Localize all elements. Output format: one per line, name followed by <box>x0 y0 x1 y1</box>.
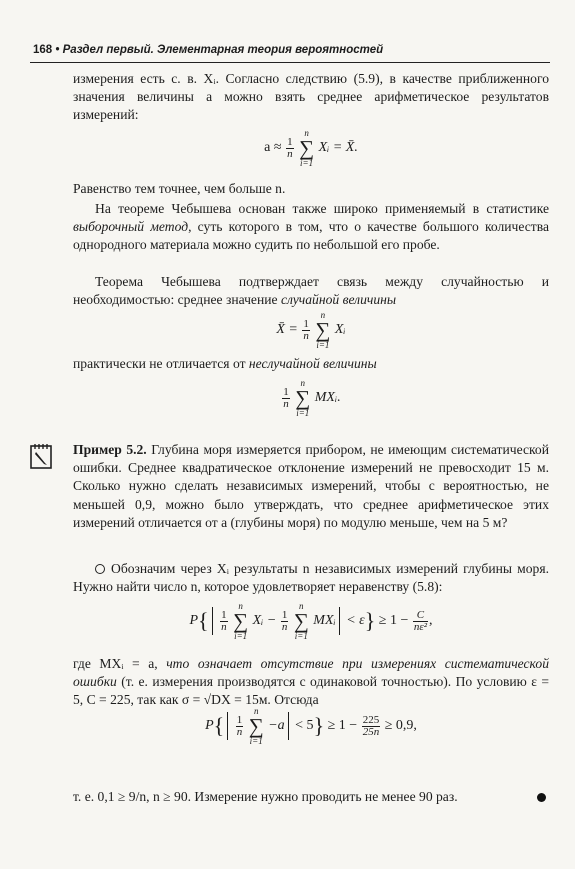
formula-chebyshev-inequality: P{ $\frac{1}{n}$ n ∑ i=1 Xᵢ − $\frac{1}{n}$ n ∑ i=1 MXᵢ < ε} ≥ 1 − $\frac{C}{\text{nε²}}$ , <box>189 601 433 641</box>
paragraph-accuracy: Равенство тем точнее, чем больше n. <box>73 181 286 196</box>
paragraph-intro: измерения есть с. в. Xᵢ. Согласно следствию (5.9), в качестве приближенного значения величины a можно взять среднее арифметическое результатов измерений: <box>73 71 549 123</box>
example-label: Пример 5.2. <box>73 442 147 457</box>
solution-paragraph: Обозначим через Xᵢ результаты n независимых измерений глубины моря. Нужно найти число n, которое удовлетворяет неравенству (5.8): <box>73 561 549 595</box>
paragraph-chebyshev: Теорема Чебышева подтверждает связь между случайностью и необходимостью: среднее значение случайной величины <box>73 274 549 308</box>
header-rule <box>30 62 550 63</box>
paragraph-nonrandom: практически не отличается от неслучайной величины <box>73 356 377 371</box>
sum-symbol: n ∑ i=1 <box>233 601 249 641</box>
formula-mean-approx: a ≈ $\frac{1}{n}$ n ∑ i=1 Xᵢ = X̄. <box>264 128 358 168</box>
header-separator: • <box>55 44 60 56</box>
sum-symbol: n ∑ i=1 <box>293 601 309 641</box>
page-number: 168 <box>33 44 53 56</box>
header-title: Раздел первый. Элементарная теория вероятностей <box>62 44 384 56</box>
sum-symbol: n ∑ i=1 <box>299 128 315 168</box>
paragraph-condition: где MXᵢ = a, что означает отсутствие при измерениях систематической ошибки (т. е. измерения производятся с одинаковой точностью). По условию ε = 5, C = 225, так как σ = √DX = 15м. Отсюда <box>73 656 549 708</box>
sum-symbol: n ∑ i=1 <box>248 706 264 746</box>
pencil-note-icon <box>30 443 52 469</box>
formula-mean-expectation: $\frac{1}{n}$ n ∑ i=1 MXᵢ. <box>283 378 341 418</box>
paragraph-conclusion: т. е. 0,1 ≥ 9/n, n ≥ 90. Измерение нужно проводить не менее 90 раз. <box>73 789 458 804</box>
end-of-solution-bullet <box>537 793 546 802</box>
formula-sample-mean: X̄ = $\frac{1}{n}$ n ∑ i=1 Xᵢ <box>276 310 346 350</box>
sum-symbol: n ∑ i=1 <box>315 310 331 350</box>
running-header <box>33 44 548 56</box>
paragraph-sampling-method: На теореме Чебышева основан также широко применяемый в статистике выборочный метод, суть которого в том, что о качестве большого количества однородного материала можно судить по небольшой его пробе. <box>73 201 549 253</box>
formula-solution-inequality: P{ $\frac{1}{n}$ n ∑ i=1 −a < 5} ≥ 1 − $\frac{225}{25n}$ ≥ 0,9, <box>205 706 417 746</box>
sum-symbol: n ∑ i=1 <box>295 378 311 418</box>
example-5-2: Пример 5.2. Глубина моря измеряется прибором, не имеющим систематической ошибки. Среднее квадратическое отклонение измерений не превосходит 15 м. Сколько нужно сделать независимых измерений, чтобы с вероятностью, не меньшей 0,9, можно было утверждать, что среднее арифметическое этих измерений отличается от a (глубины моря) по модулю меньше, чем на 5 м? <box>73 442 550 530</box>
solution-circle-icon <box>95 564 105 574</box>
